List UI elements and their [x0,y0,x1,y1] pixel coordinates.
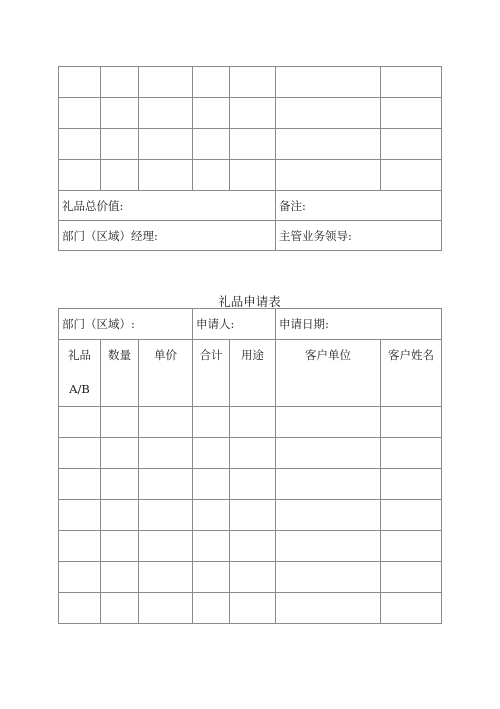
application-empty-cell[interactable] [276,531,381,562]
summary-empty-cell[interactable] [230,129,276,160]
summary-empty-cell[interactable] [59,160,101,191]
application-empty-cell[interactable] [381,500,442,531]
summary-empty-cell[interactable] [101,129,139,160]
summary-empty-row [59,160,442,191]
application-empty-cell[interactable] [139,593,193,624]
application-empty-cell[interactable] [276,438,381,469]
column-header-cell [59,340,101,407]
application-empty-cell[interactable] [101,469,139,500]
application-empty-row [59,469,442,500]
application-empty-cell[interactable] [193,562,230,593]
remark-label: 备注: [279,198,306,213]
application-empty-cell[interactable] [101,593,139,624]
application-empty-cell[interactable] [381,593,442,624]
dept-manager-label: 部门（区域）经理: [62,228,158,243]
summary-empty-cell[interactable] [230,160,276,191]
summary-empty-cell[interactable] [101,98,139,129]
column-header-cell [101,340,139,407]
application-empty-cell[interactable] [139,531,193,562]
application-empty-cell[interactable] [276,562,381,593]
application-empty-cell[interactable] [193,593,230,624]
application-empty-cell[interactable] [59,407,101,438]
application-empty-cell[interactable] [193,531,230,562]
summary-empty-cell[interactable] [59,98,101,129]
application-empty-cell[interactable] [101,407,139,438]
column-header-sublabel: A/B [69,382,90,396]
column-header-label: 客户姓名 [388,348,434,362]
application-empty-cell[interactable] [381,531,442,562]
application-empty-cell[interactable] [139,562,193,593]
column-header-label: 合计 [199,348,223,362]
application-empty-cell[interactable] [230,593,276,624]
summary-empty-row [59,67,442,98]
summary-empty-cell[interactable] [193,160,230,191]
application-empty-cell[interactable] [230,562,276,593]
form-title: 礼品申请表 [218,294,281,309]
application-empty-cell[interactable] [276,500,381,531]
application-empty-cell[interactable] [101,531,139,562]
summary-empty-cell[interactable] [59,67,101,98]
summary-empty-cell[interactable] [381,160,442,191]
form-meta-row [59,309,442,340]
department-cell[interactable] [59,309,193,340]
application-empty-row [59,562,442,593]
column-header-label: 礼品 [68,348,91,362]
business-leader-cell[interactable] [276,221,442,251]
application-empty-cell[interactable] [193,407,230,438]
application-empty-row [59,407,442,438]
application-empty-cell[interactable] [381,407,442,438]
application-empty-cell[interactable] [381,469,442,500]
summary-empty-cell[interactable] [101,67,139,98]
application-empty-row [59,500,442,531]
summary-empty-cell[interactable] [276,129,381,160]
gift-application-body [59,309,442,624]
applicant-cell[interactable] [193,309,276,340]
application-empty-cell[interactable] [276,593,381,624]
summary-empty-cell[interactable] [381,98,442,129]
column-header-cell [139,340,193,407]
column-header-cell [230,340,276,407]
remark-cell[interactable] [276,191,442,221]
application-empty-cell[interactable] [276,469,381,500]
summary-empty-cell[interactable] [276,98,381,129]
summary-empty-cell[interactable] [139,98,193,129]
column-header-row [59,340,442,407]
application-empty-cell[interactable] [193,469,230,500]
summary-empty-cell[interactable] [381,67,442,98]
apply-date-cell[interactable] [276,309,442,340]
gift-summary-table [58,66,442,251]
application-empty-cell[interactable] [59,531,101,562]
summary-empty-row [59,129,442,160]
application-empty-row [59,593,442,624]
summary-empty-cell[interactable] [139,160,193,191]
application-empty-cell[interactable] [193,438,230,469]
column-header-cell [276,340,381,407]
summary-empty-cell[interactable] [193,129,230,160]
application-empty-row [59,531,442,562]
gift-application-table [58,308,442,624]
apply-date-label: 申请日期: [279,317,329,331]
application-empty-cell[interactable] [59,438,101,469]
summary-empty-cell[interactable] [139,129,193,160]
summary-empty-cell[interactable] [59,129,101,160]
summary-empty-cell[interactable] [101,160,139,191]
application-empty-cell[interactable] [230,407,276,438]
application-empty-cell[interactable] [59,593,101,624]
column-header-label: 单价 [154,348,177,362]
total-value-label: 礼品总价值: [62,198,124,213]
application-empty-cell[interactable] [230,500,276,531]
application-empty-cell[interactable] [139,407,193,438]
summary-empty-cell[interactable] [276,160,381,191]
application-empty-cell[interactable] [139,438,193,469]
summary-empty-row [59,98,442,129]
application-empty-cell[interactable] [230,438,276,469]
application-empty-cell[interactable] [381,562,442,593]
column-header-label: 客户单位 [305,348,351,362]
application-empty-cell[interactable] [230,469,276,500]
total-value-cell[interactable] [59,191,276,221]
summary-empty-cell[interactable] [381,129,442,160]
department-label: 部门（区域）: [62,317,135,331]
application-empty-cell[interactable] [230,531,276,562]
column-header-label: 数量 [108,348,131,362]
application-empty-cell[interactable] [59,469,101,500]
summary-empty-cell[interactable] [276,67,381,98]
application-empty-cell[interactable] [101,438,139,469]
summary-empty-cell[interactable] [230,67,276,98]
application-empty-cell[interactable] [59,562,101,593]
application-empty-cell[interactable] [381,438,442,469]
column-header-label: 用途 [241,348,264,362]
gift-summary-body [59,67,442,251]
summary-empty-cell[interactable] [230,98,276,129]
column-header-cell [193,340,230,407]
summary-empty-cell[interactable] [139,67,193,98]
application-empty-row [59,438,442,469]
summary-empty-cell[interactable] [193,98,230,129]
total-value-row [59,191,442,221]
business-leader-label: 主管业务领导: [279,228,352,243]
approval-row [59,221,442,251]
application-empty-cell[interactable] [139,469,193,500]
application-empty-cell[interactable] [193,500,230,531]
applicant-label: 申请人: [196,317,235,331]
application-empty-cell[interactable] [276,407,381,438]
application-empty-cell[interactable] [101,500,139,531]
column-header-cell [381,340,442,407]
summary-empty-cell[interactable] [193,67,230,98]
application-empty-cell[interactable] [101,562,139,593]
application-empty-cell[interactable] [59,500,101,531]
dept-manager-cell[interactable] [59,221,276,251]
application-empty-cell[interactable] [139,500,193,531]
